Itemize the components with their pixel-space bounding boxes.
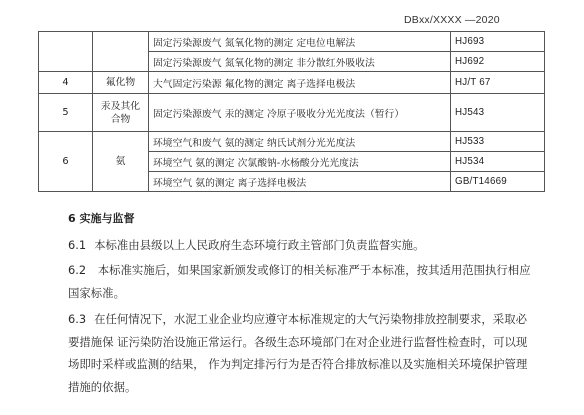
method-cell: 固定污染源废气 氮氧化物的测定 定电位电解法 [149, 32, 451, 52]
clause-text: 本标准由县级以上人民政府生态环境行政主管部门负责监督实施。 [94, 238, 425, 252]
method-cell: 环境空气 氨的测定 次氯酸钠-水杨酸分光光度法 [149, 152, 451, 172]
clause-6-2 [68, 259, 538, 304]
standard-code-cell: HJ692 [451, 52, 545, 72]
pollutant-cell: 氟化物 [93, 72, 149, 94]
standard-code-cell: GB/T14669 [451, 172, 545, 192]
method-cell: 固定污染源废气 氮氧化物的测定 非分散红外吸收法 [149, 52, 451, 72]
standard-code-cell: HJ534 [451, 152, 545, 172]
standard-code-cell: HJ/T 67 [451, 72, 545, 94]
method-cell: 环境空气和废气 氨的测定 纳氏试剂分光光度法 [149, 132, 451, 152]
standard-code-cell: HJ533 [451, 132, 545, 152]
table-row [39, 72, 545, 94]
clause-number: 6.3 [68, 312, 87, 326]
clause-text: 在任何情况下，水泥工业企业均应遵守本标准规定的大气污染物排放控制要求，采取必要措施保 证污染防治设施正常运行。各级生态环境部门在对企业进行监督性检查时，可以现场即时采样或监测的结果， 作为判定排污行为是否符合排放标准以及实施相关环境保护管理措施的依据。 [68, 312, 528, 394]
monitoring-method-table [38, 31, 545, 192]
method-cell: 环境空气 氨的测定 离子选择电极法 [149, 172, 451, 192]
pollutant-cell: 汞及其化合物 [93, 94, 149, 132]
clause-6-1 [68, 234, 538, 257]
table-row [39, 132, 545, 152]
standard-code-cell: HJ543 [451, 94, 545, 132]
pollutant-cell [93, 32, 149, 72]
row-number-cell: 4 [39, 72, 93, 94]
clause-number: 6.2 [68, 263, 87, 277]
section-heading: 6 实施与监督 [68, 212, 135, 225]
pollutant-cell: 氨 [93, 132, 149, 192]
method-cell: 大气固定污染源 氟化物的测定 离子选择电极法 [149, 72, 451, 94]
row-number-cell [39, 32, 93, 72]
document-code: DBxx/XXXX —2020 [404, 14, 500, 26]
row-number-cell: 6 [39, 132, 93, 192]
method-cell: 固定污染源废气 汞的测定 冷原子吸收分光光度法（暂行） [149, 94, 451, 132]
clause-number: 6.1 [68, 238, 87, 252]
standard-code-cell: HJ693 [451, 32, 545, 52]
table-row [39, 32, 545, 52]
row-number-cell: 5 [39, 94, 93, 132]
clause-6-3 [68, 308, 538, 398]
clause-text: 本标准实施后，如果国家新颁发或修订的相关标准严于本标准，按其适用范围执行相应国家标准。 [68, 263, 531, 300]
table-row [39, 94, 545, 132]
